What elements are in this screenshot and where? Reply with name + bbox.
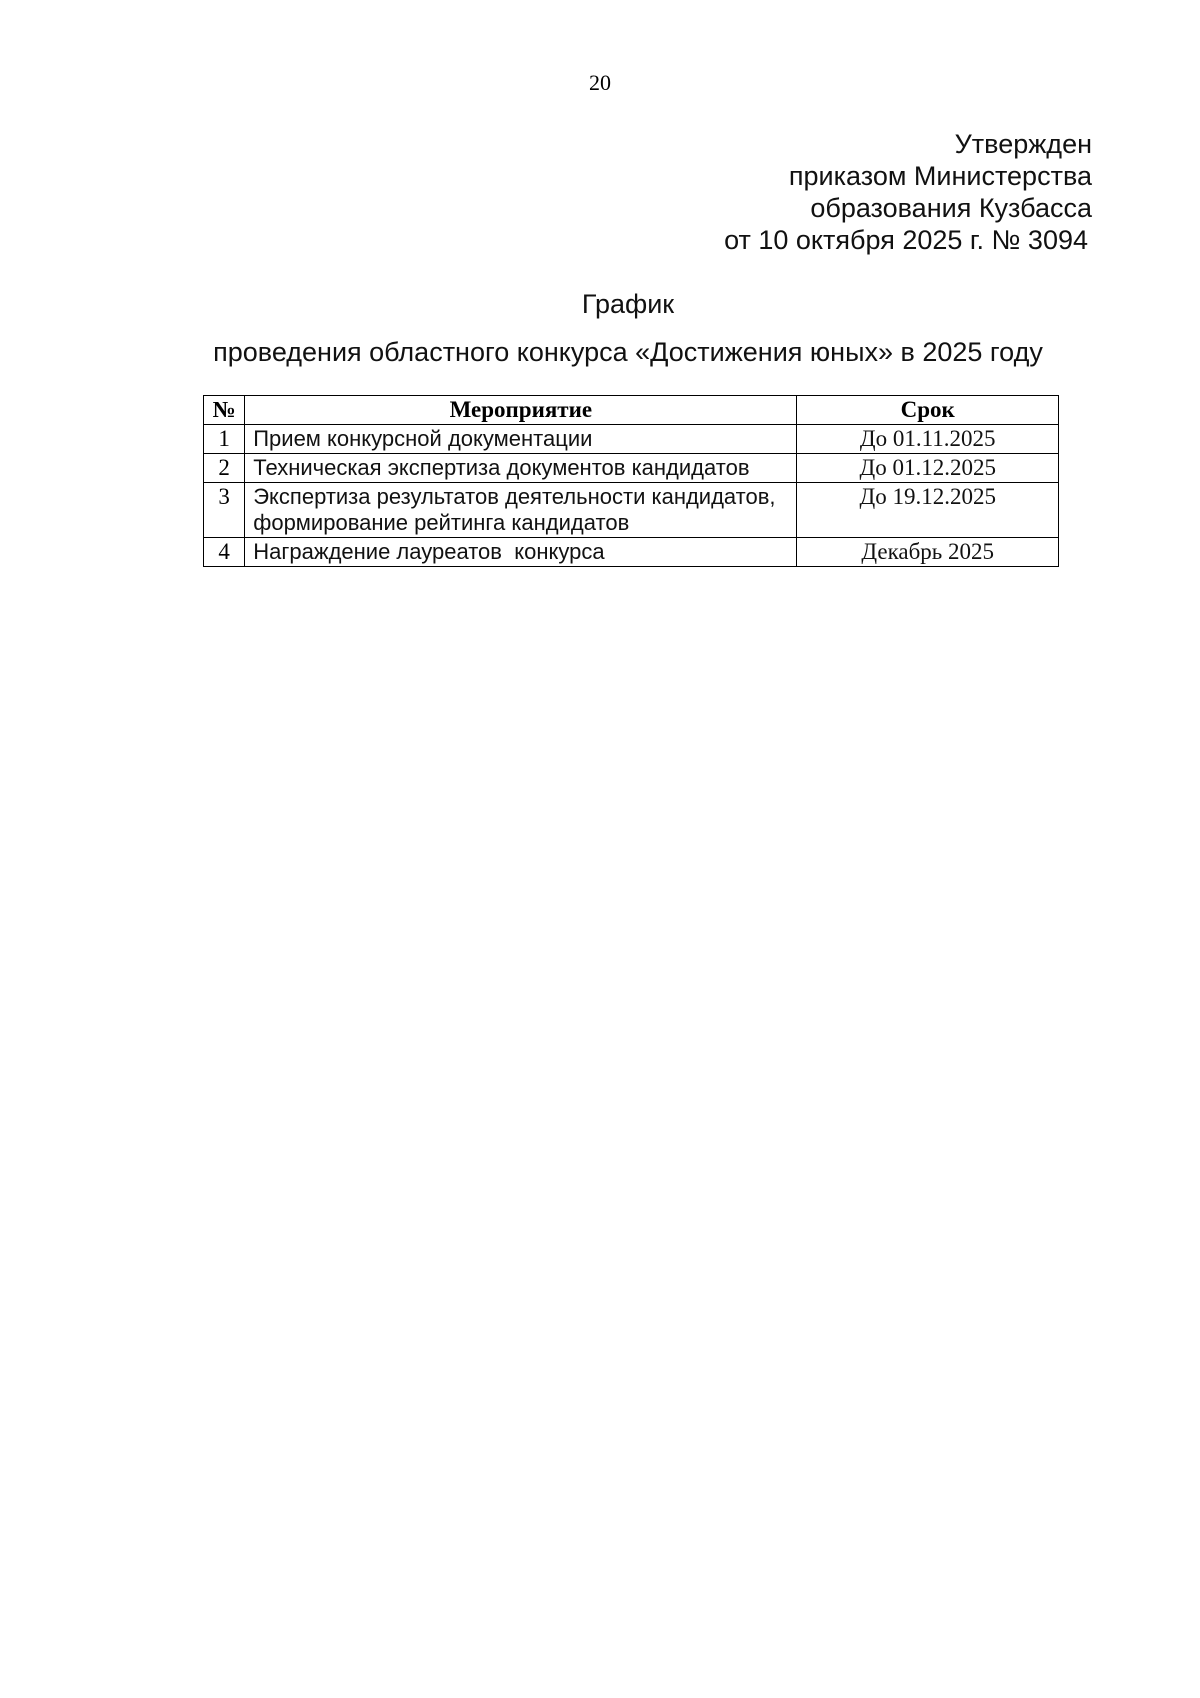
document-title: График [581, 289, 675, 319]
row-event: Награждение лауреатов конкурса [245, 538, 797, 567]
table-row [204, 483, 1059, 538]
table-row [204, 538, 1059, 567]
row-event: Экспертиза результатов деятельности кандидатов, формирование рейтинга кандидатов [245, 483, 797, 538]
table-row [204, 454, 1059, 483]
header-num: № [204, 396, 245, 425]
approval-line-2: приказом Министерства [788, 161, 1092, 191]
row-deadline: Декабрь 2025 [797, 538, 1059, 567]
row-num: 4 [204, 538, 245, 567]
schedule-table [203, 395, 1059, 567]
row-deadline: До 01.11.2025 [797, 425, 1059, 454]
header-deadline: Срок [797, 396, 1059, 425]
document-subtitle: проведения областного конкурса «Достижения юных» в 2025 году [213, 337, 1043, 367]
table-header-row [204, 396, 1059, 425]
row-event: Прием конкурсной документации [245, 425, 797, 454]
row-deadline: До 19.12.2025 [797, 483, 1059, 538]
row-num: 2 [204, 454, 245, 483]
row-event: Техническая экспертиза документов кандидатов [245, 454, 797, 483]
approval-line-3: образования Кузбасса [810, 193, 1092, 223]
page-number: 20 [589, 70, 611, 95]
row-num: 3 [204, 483, 245, 538]
table-row [204, 425, 1059, 454]
row-deadline: До 01.12.2025 [797, 454, 1059, 483]
approval-line-1: Утвержден [954, 129, 1092, 159]
row-num: 1 [204, 425, 245, 454]
header-event: Мероприятие [245, 396, 797, 425]
approval-order-date: от 10 октября 2025 г. № 3094 [724, 225, 1088, 255]
approval-block [724, 128, 1092, 256]
